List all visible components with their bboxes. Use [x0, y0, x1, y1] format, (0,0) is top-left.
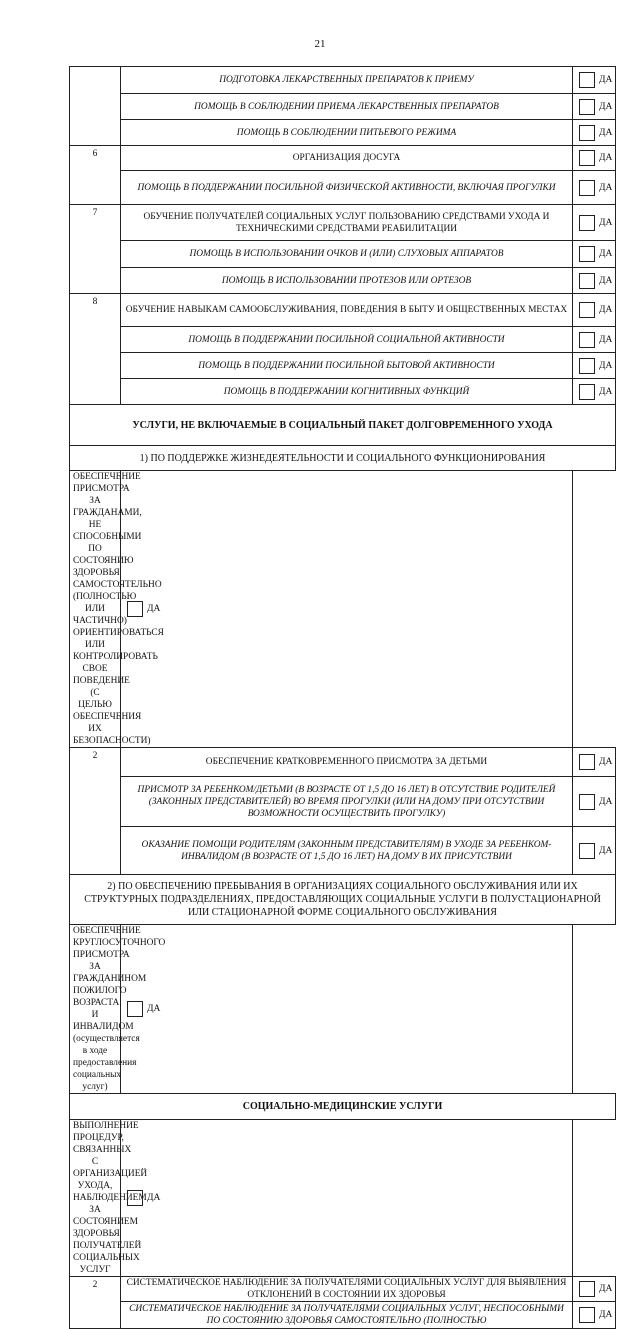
section-title: УСЛУГИ, НЕ ВКЛЮЧАЕМЫЕ В СОЦИАЛЬНЫЙ ПАКЕТ ДОЛГОВРЕМЕННОГО УХОДА	[70, 405, 616, 446]
table-row	[70, 171, 616, 205]
service-name: ВЫПОЛНЕНИЕ ПРОЦЕДУР, СВЯЗАННЫХ С ОРГАНИЗАЦИЕЙ УХОДА, НАБЛЮДЕНИЕМ ЗА СОСТОЯНИЕМ ЗДОРОВЬЯ ПОЛУЧАТЕЛЕЙ СОЦИАЛЬНЫХ УСЛУГ	[70, 1120, 121, 1277]
service-name: СИСТЕМАТИЧЕСКОЕ НАБЛЮДЕНИЕ ЗА ПОЛУЧАТЕЛЯМИ СОЦИАЛЬНЫХ УСЛУГ, НЕСПОСОБНЫМИ ПО СОСТОЯНИЮ ЗДОРОВЬЯ САМОСТОЯТЕЛЬНО (ПОЛНОСТЬЮ	[121, 1302, 573, 1329]
service-name: ОРГАНИЗАЦИЯ ДОСУГА	[121, 146, 573, 171]
yes-label: ДА	[599, 75, 613, 85]
yes-checkbox[interactable]	[579, 1281, 595, 1297]
table-row	[70, 327, 616, 353]
yes-label: ДА	[599, 153, 613, 163]
service-name: ПРИСМОТР ЗА РЕБЕНКОМ/ДЕТЬМИ (В ВОЗРАСТЕ ОТ 1,5 ДО 16 ЛЕТ) В ОТСУТСТВИЕ РОДИТЕЛЕЙ (ЗАКОННЫХ ПРЕДСТАВИТЕЛЕЙ) ВО ВРЕМЯ ПРОГУЛКИ (ИЛИ НА ДОМУ ПРИ ОТСУТСТВИИ ВОЗМОЖНОСТИ ОСУЩЕСТВИТЬ ПРОГУЛКУ)	[121, 777, 573, 827]
yes-checkbox[interactable]	[579, 843, 595, 859]
yes-checkbox-cell	[121, 471, 573, 748]
yes-checkbox[interactable]	[579, 794, 595, 810]
service-name: ПОМОЩЬ В СОБЛЮДЕНИИ ПИТЬЕВОГО РЕЖИМА	[121, 120, 573, 146]
yes-checkbox[interactable]	[579, 180, 595, 196]
section-header-row	[70, 405, 616, 446]
services-table	[69, 66, 616, 1329]
item-number	[70, 67, 121, 146]
yes-label: ДА	[599, 757, 613, 767]
service-name: ОБЕСПЕЧЕНИЕ КРАТКОВРЕМЕННОГО ПРИСМОТРА ЗА ДЕТЬМИ	[121, 748, 573, 777]
table-row	[70, 379, 616, 405]
yes-checkbox-cell	[573, 353, 616, 379]
yes-label: ДА	[599, 334, 613, 345]
yes-label: ДА	[599, 1284, 613, 1294]
yes-label: ДА	[599, 845, 613, 856]
yes-checkbox-cell	[121, 1120, 573, 1277]
table-row	[70, 777, 616, 827]
service-name: ПОМОЩЬ В ПОДДЕРЖАНИИ ПОСИЛЬНОЙ ФИЗИЧЕСКОЙ АКТИВНОСТИ, ВКЛЮЧАЯ ПРОГУЛКИ	[121, 171, 573, 205]
yes-checkbox[interactable]	[127, 1001, 143, 1017]
subsection-header-row	[70, 446, 616, 471]
yes-checkbox[interactable]	[127, 601, 143, 617]
yes-label: ДА	[147, 1004, 161, 1014]
service-name: ПОМОЩЬ В СОБЛЮДЕНИИ ПРИЕМА ЛЕКАРСТВЕННЫХ ПРЕПАРАТОВ	[121, 94, 573, 120]
service-name: ОКАЗАНИЕ ПОМОЩИ РОДИТЕЛЯМ (ЗАКОННЫМ ПРЕДСТАВИТЕЛЯМ) В УХОДЕ ЗА РЕБЕНКОМ-ИНВАЛИДОМ (В ВОЗРАСТЕ ОТ 1,5 ДО 16 ЛЕТ) НА ДОМУ В ИХ ПРИСУТСТВИИ	[121, 827, 573, 875]
yes-label: ДА	[599, 360, 613, 371]
yes-label: ДА	[147, 604, 161, 614]
service-name: ПОМОЩЬ В ПОДДЕРЖАНИИ ПОСИЛЬНОЙ СОЦИАЛЬНОЙ АКТИВНОСТИ	[121, 327, 573, 353]
service-name: ПОДГОТОВКА ЛЕКАРСТВЕННЫХ ПРЕПАРАТОВ К ПРИЕМУ	[121, 67, 573, 94]
section-title: СОЦИАЛЬНО-МЕДИЦИНСКИЕ УСЛУГИ	[70, 1094, 616, 1120]
subsection-title: 1) ПО ПОДДЕРЖКЕ ЖИЗНЕДЕЯТЕЛЬНОСТИ И СОЦИАЛЬНОГО ФУНКЦИОНИРОВАНИЯ	[70, 446, 616, 471]
table-row	[70, 94, 616, 120]
yes-checkbox-cell	[573, 94, 616, 120]
service-name: ОБЕСПЕЧЕНИЕ ПРИСМОТРА ЗА ГРАЖДАНАМИ, НЕ СПОСОБНЫМИ ПО СОСТОЯНИЮ ЗДОРОВЬЯ САМОСТОЯТЕЛЬНО (ПОЛНОСТЬЮ ИЛИ ЧАСТИЧНО) ОРИЕНТИРОВАТЬСЯ ИЛИ КОНТРОЛИРОВАТЬ СВОЕ ПОВЕДЕНИЕ (С ЦЕЛЬЮ ОБЕСПЕЧЕНИЯ ИХ БЕЗОПАСНОСТИ)	[70, 471, 121, 748]
yes-checkbox-cell	[573, 268, 616, 294]
yes-checkbox-cell	[573, 1277, 616, 1302]
table-row	[70, 205, 616, 241]
table-row	[70, 827, 616, 875]
yes-checkbox[interactable]	[579, 273, 595, 289]
yes-checkbox[interactable]	[579, 150, 595, 166]
yes-checkbox-cell	[573, 67, 616, 94]
yes-checkbox[interactable]	[579, 302, 595, 318]
yes-label: ДА	[599, 386, 613, 397]
yes-checkbox[interactable]	[579, 332, 595, 348]
yes-checkbox[interactable]	[579, 754, 595, 770]
yes-label: ДА	[599, 796, 613, 807]
yes-checkbox-cell	[573, 171, 616, 205]
subsection-title: 2) ПО ОБЕСПЕЧЕНИЮ ПРЕБЫВАНИЯ В ОРГАНИЗАЦИЯХ СОЦИАЛЬНОГО ОБСЛУЖИВАНИЯ ИЛИ ИХ СТРУКТУРНЫХ ПОДРАЗДЕЛЕНИЯХ, ПРЕДОСТАВЛЯЮЩИХ СОЦИАЛЬНЫЕ УСЛУГИ В ПОЛУСТАЦИОНАРНОЙ ИЛИ СТАЦИОНАРНОЙ ФОРМЕ СОЦИАЛЬНОГО ОБСЛУЖИВАНИЯ	[70, 875, 616, 925]
yes-checkbox[interactable]	[127, 1190, 143, 1206]
service-name: ПОМОЩЬ В ИСПОЛЬЗОВАНИИ ПРОТЕЗОВ ИЛИ ОРТЕЗОВ	[121, 268, 573, 294]
table-row	[70, 471, 616, 748]
yes-checkbox-cell	[573, 827, 616, 875]
item-number: 2	[70, 748, 121, 875]
yes-label: ДА	[599, 249, 613, 259]
yes-checkbox-cell	[573, 294, 616, 327]
yes-checkbox[interactable]	[579, 72, 595, 88]
yes-label: ДА	[599, 275, 613, 286]
yes-checkbox-cell	[573, 748, 616, 777]
item-number: 8	[70, 294, 121, 405]
yes-checkbox[interactable]	[579, 246, 595, 262]
item-number: 2	[70, 1277, 121, 1329]
yes-label: ДА	[599, 127, 613, 138]
table-row	[70, 294, 616, 327]
yes-label: ДА	[599, 217, 613, 228]
service-name: ПОМОЩЬ В ПОДДЕРЖАНИИ КОГНИТИВНЫХ ФУНКЦИЙ	[121, 379, 573, 405]
table-row	[70, 1120, 616, 1277]
yes-label: ДА	[599, 305, 613, 315]
yes-label: ДА	[599, 1310, 613, 1320]
yes-label: ДА	[599, 101, 613, 112]
yes-checkbox[interactable]	[579, 99, 595, 115]
section-header-row	[70, 1094, 616, 1120]
yes-checkbox-cell	[573, 120, 616, 146]
yes-checkbox-cell	[573, 327, 616, 353]
service-name: ОБУЧЕНИЕ ПОЛУЧАТЕЛЕЙ СОЦИАЛЬНЫХ УСЛУГ ПОЛЬЗОВАНИЮ СРЕДСТВАМИ УХОДА И ТЕХНИЧЕСКИМИ СРЕДСТВАМИ РЕАБИЛИТАЦИИ	[121, 205, 573, 241]
yes-checkbox-cell	[573, 146, 616, 171]
service-name: СИСТЕМАТИЧЕСКОЕ НАБЛЮДЕНИЕ ЗА ПОЛУЧАТЕЛЯМИ СОЦИАЛЬНЫХ УСЛУГ ДЛЯ ВЫЯВЛЕНИЯ ОТКЛОНЕНИЙ В СОСТОЯНИИ ИХ ЗДОРОВЬЯ	[121, 1277, 573, 1302]
table-row	[70, 1302, 616, 1329]
yes-checkbox[interactable]	[579, 1307, 595, 1323]
page-number: 21	[314, 38, 326, 50]
item-number: 6	[70, 146, 121, 205]
service-name: ПОМОЩЬ В ИСПОЛЬЗОВАНИИ ОЧКОВ И (ИЛИ) СЛУХОВЫХ АППАРАТОВ	[121, 241, 573, 268]
yes-checkbox-cell	[121, 925, 573, 1094]
yes-checkbox-cell	[573, 777, 616, 827]
table-row	[70, 353, 616, 379]
yes-label: ДА	[147, 1193, 161, 1203]
table-row	[70, 268, 616, 294]
subsection-header-row	[70, 875, 616, 925]
service-name: ОБЕСПЕЧЕНИЕ КРУГЛОСУТОЧНОГО ПРИСМОТРА ЗА ГРАЖДАНИНОМ ПОЖИЛОГО ВОЗРАСТА И ИНВАЛИДОМ (осуществляется в ходе предоставления социальных услуг)	[70, 925, 121, 1094]
yes-checkbox-cell	[573, 241, 616, 268]
yes-label: ДА	[599, 182, 613, 193]
service-name: ПОМОЩЬ В ПОДДЕРЖАНИИ ПОСИЛЬНОЙ БЫТОВОЙ АКТИВНОСТИ	[121, 353, 573, 379]
table-row	[70, 67, 616, 94]
table-row	[70, 748, 616, 777]
table-row	[70, 925, 616, 1094]
table-row	[70, 1277, 616, 1302]
table-row	[70, 120, 616, 146]
table-row	[70, 241, 616, 268]
yes-checkbox[interactable]	[579, 358, 595, 374]
yes-checkbox-cell	[573, 1302, 616, 1329]
yes-checkbox[interactable]	[579, 125, 595, 141]
table-row	[70, 146, 616, 171]
yes-checkbox-cell	[573, 379, 616, 405]
yes-checkbox-cell	[573, 205, 616, 241]
item-number: 7	[70, 205, 121, 294]
service-name: ОБУЧЕНИЕ НАВЫКАМ САМООБСЛУЖИВАНИЯ, ПОВЕДЕНИЯ В БЫТУ И ОБЩЕСТВЕННЫХ МЕСТАХ	[121, 294, 573, 327]
yes-checkbox[interactable]	[579, 215, 595, 231]
yes-checkbox[interactable]	[579, 384, 595, 400]
